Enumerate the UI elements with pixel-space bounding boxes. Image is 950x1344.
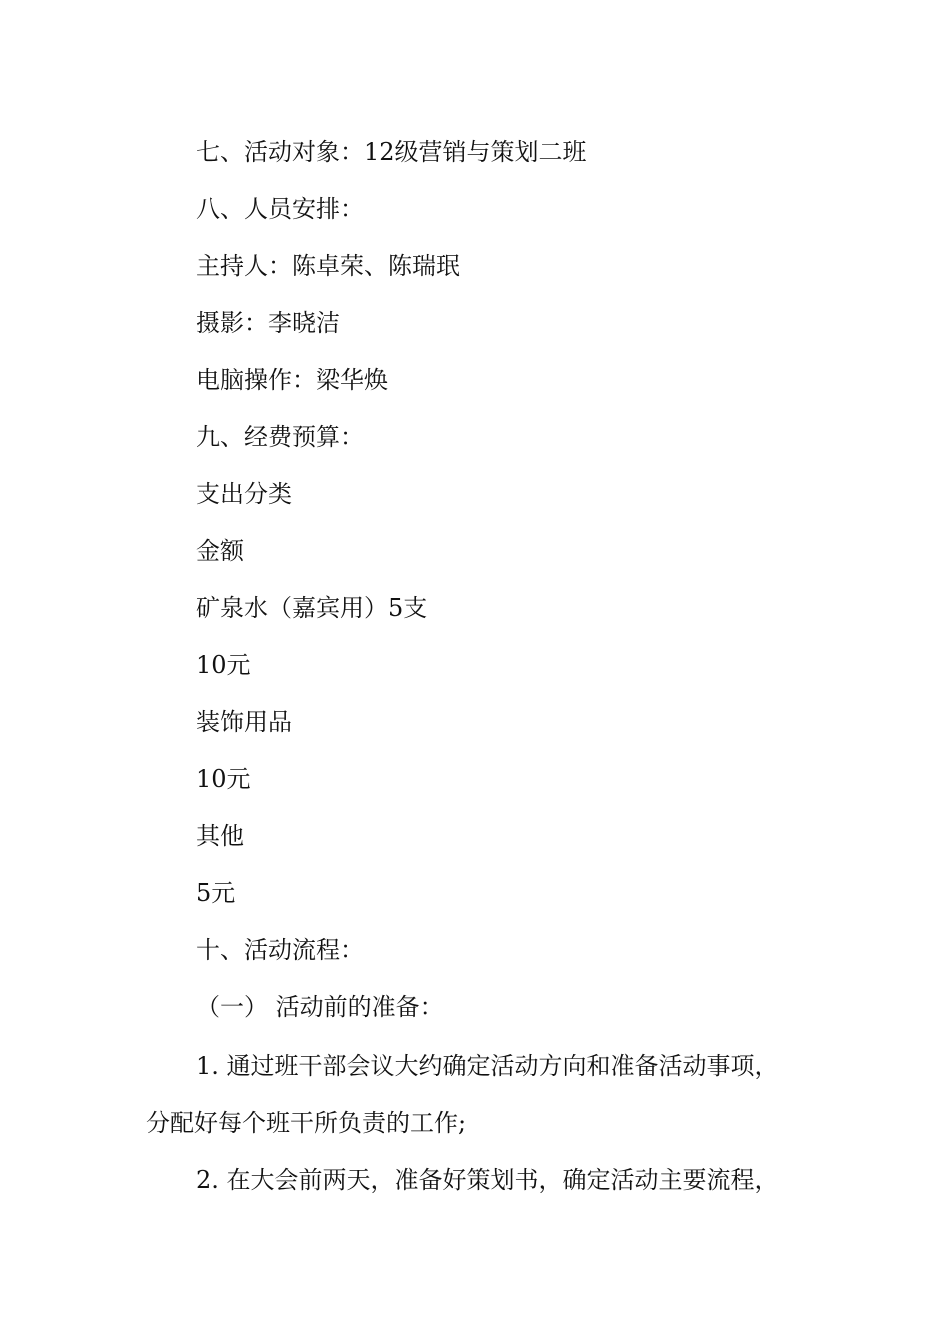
host-line: 主持人：陈卓荣、陈瑞珉 — [196, 252, 460, 280]
computer-operation-line: 电脑操作：梁华焕 — [196, 366, 388, 394]
step-1-line: 1. 通过班干部会议大约确定活动方向和准备活动事项， — [196, 1052, 779, 1080]
decoration-amount: 10元 — [196, 765, 251, 793]
other-item: 其他 — [196, 822, 244, 850]
decoration-item: 装饰用品 — [196, 708, 292, 736]
budget-heading: 九、经费预算： — [196, 423, 364, 451]
expense-category-label: 支出分类 — [196, 480, 292, 508]
mineral-water-item: 矿泉水（嘉宾用）5支 — [196, 594, 428, 622]
activity-target-line: 七、活动对象：12级营销与策划二班 — [196, 138, 587, 166]
process-heading: 十、活动流程： — [196, 936, 364, 964]
step-2-line: 2. 在大会前两天，准备好策划书，确定活动主要流程， — [196, 1166, 779, 1194]
amount-label: 金额 — [196, 537, 244, 565]
mineral-water-amount: 10元 — [196, 651, 251, 679]
staffing-heading: 八、人员安排： — [196, 195, 364, 223]
step-1-continuation: 分配好每个班干所负责的工作; — [146, 1109, 467, 1137]
preparation-subheading: （一） 活动前的准备： — [196, 993, 444, 1021]
photography-line: 摄影：李晓洁 — [196, 309, 340, 337]
other-amount: 5元 — [196, 879, 236, 907]
